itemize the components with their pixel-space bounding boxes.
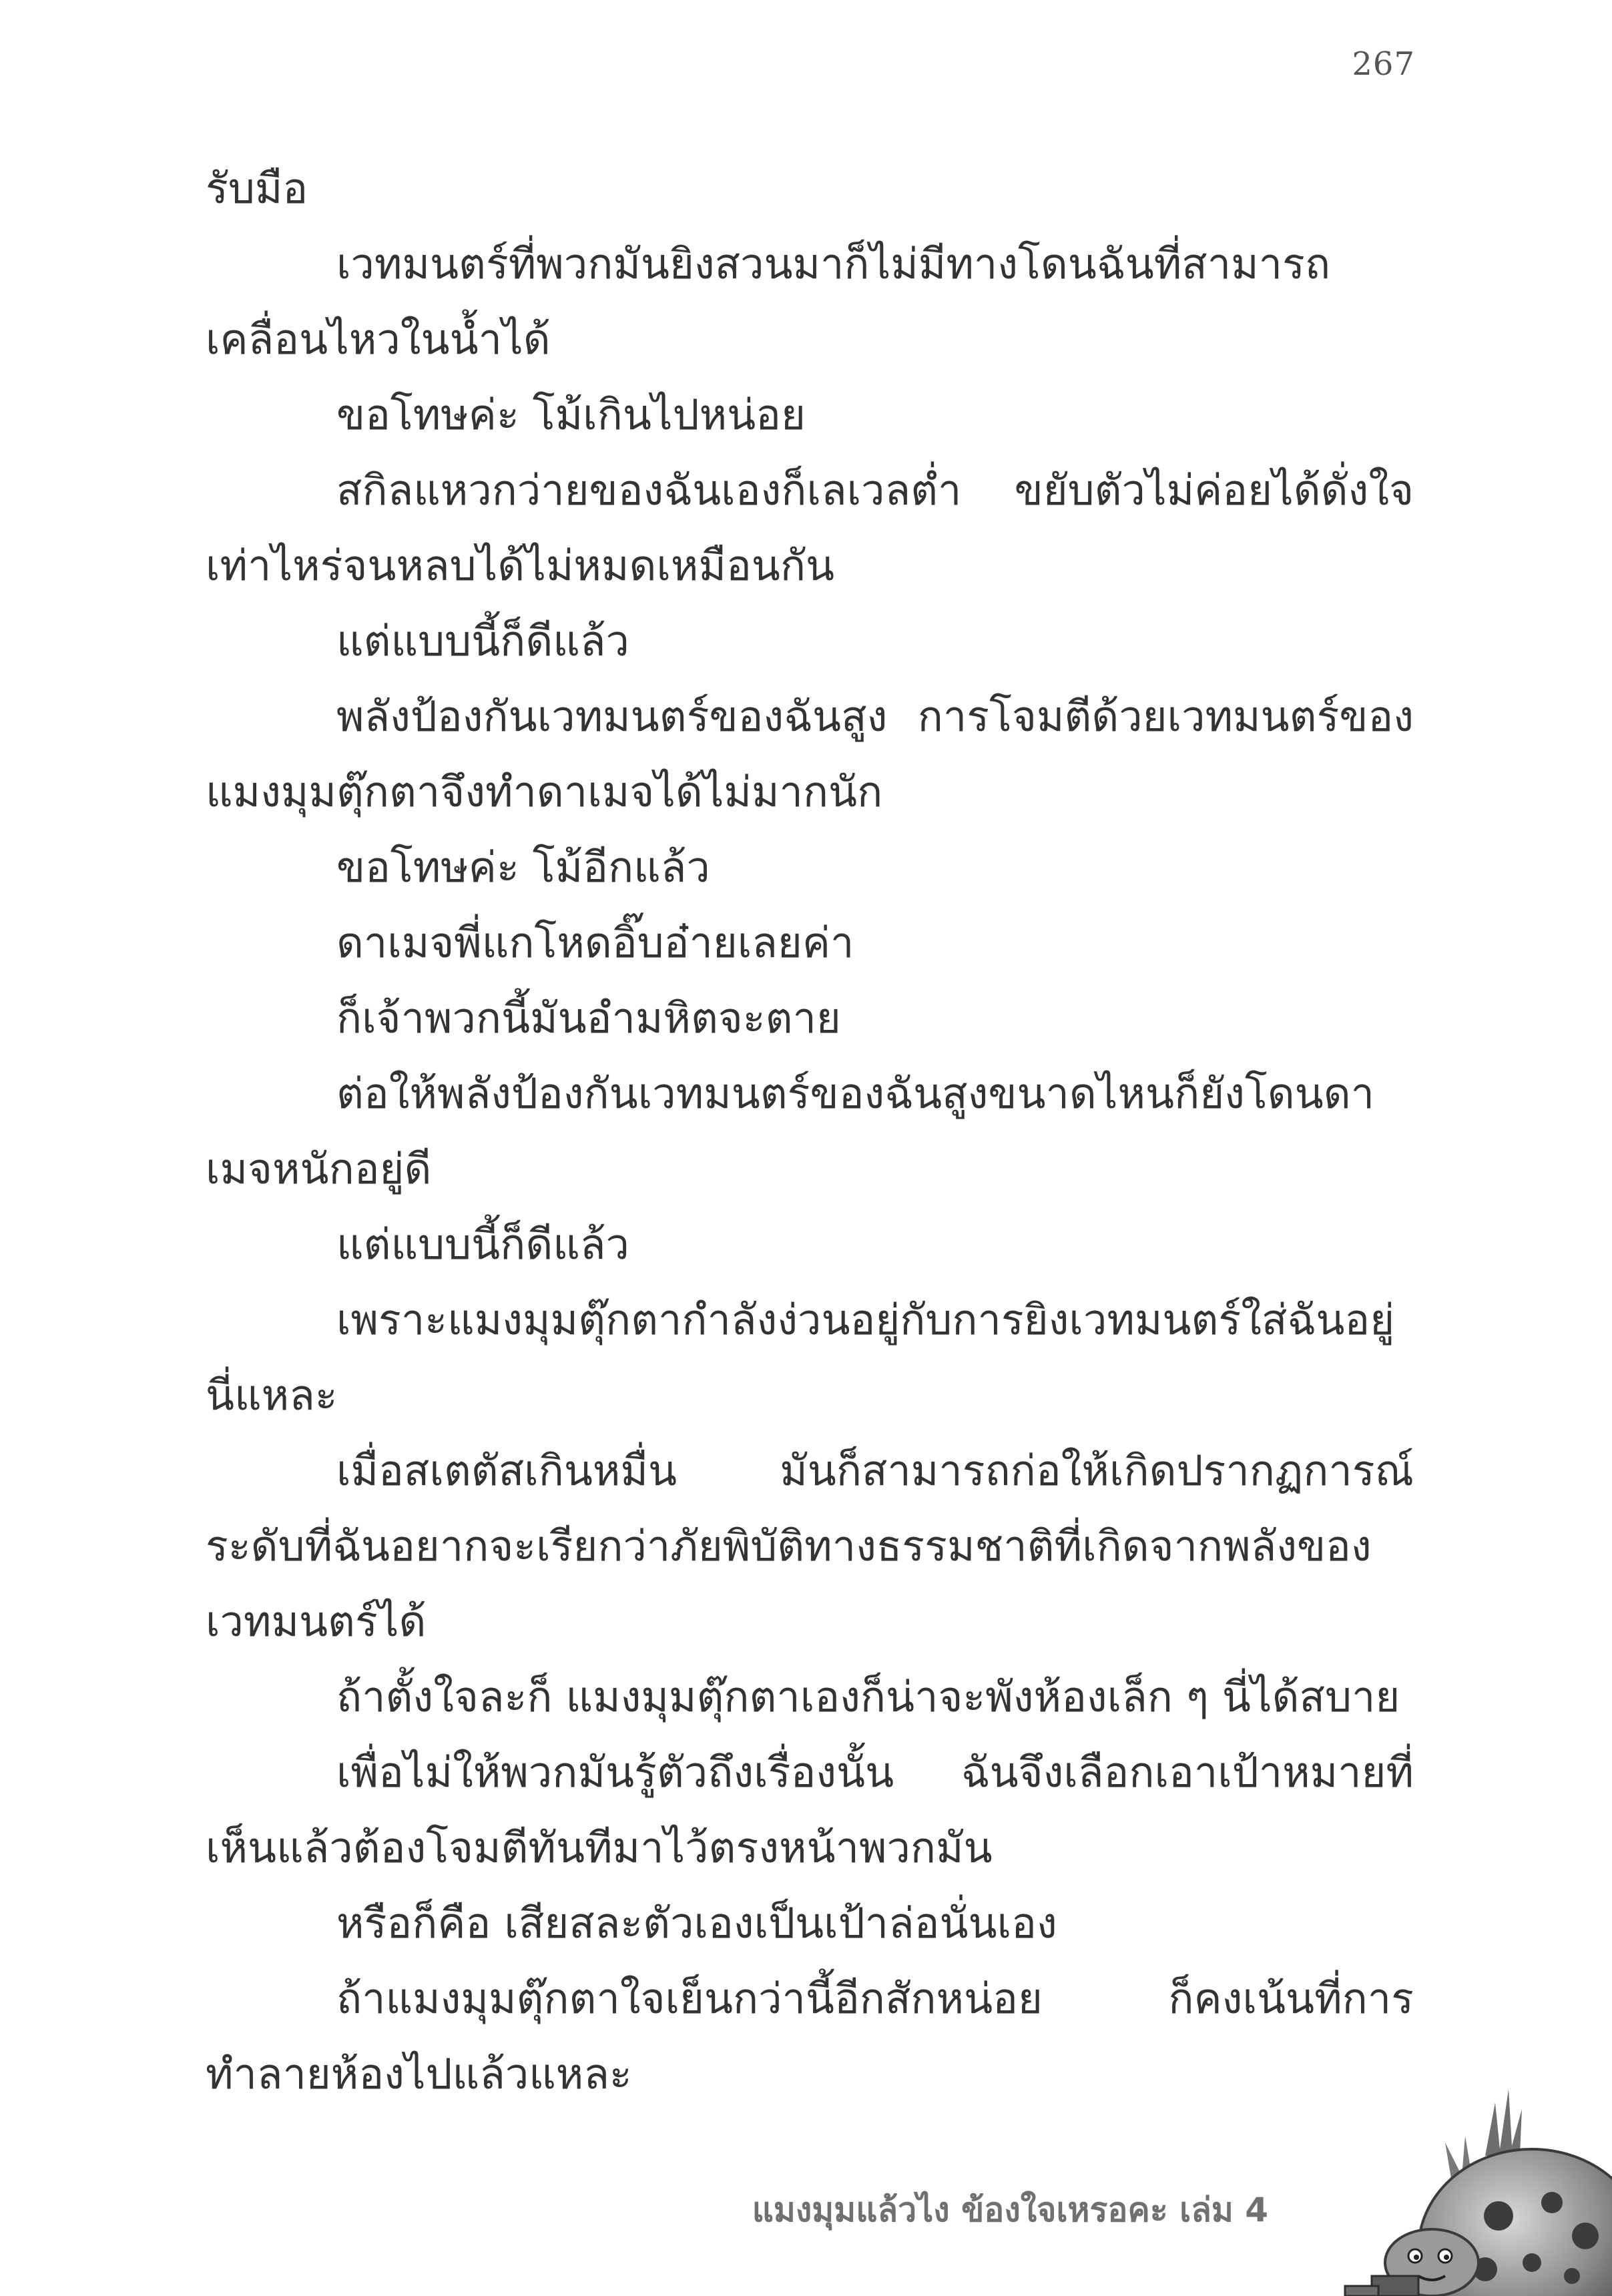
paragraph: เมื่อสเตตัสเกินหมื่น มันก็สามารถก่อให้เกิดปรากฏการณ์ระดับที่ฉันอยากจะเรียกว่าภัยพิบัติทางธรรมชาติที่เกิดจากพลังของเวทมนตร์ได้: [206, 1446, 1414, 1646]
footer-book-title: แมงมุมแล้วไง ข้องใจเหรอคะ เล่ม 4: [752, 2191, 1268, 2229]
paragraph: ขอโทษค่ะ โม้เกินไปหน่อย: [336, 390, 806, 439]
paragraph: เพราะแมงมุมตุ๊กตากำลังง่วนอยู่กับการยิงเวทมนตร์ใส่ฉันอยู่นี่แหละ: [206, 1296, 1395, 1420]
paragraph: เวทมนตร์ที่พวกมันยิงสวนมาก็ไม่มีทางโดนฉันที่สามารถเคลื่อนไหวในน้ำได้: [206, 240, 1331, 364]
paragraph: ต่อให้พลังป้องกันเวทมนตร์ของฉันสูงขนาดไหนก็ยังโดนดาเมจหนักอยู่ดี: [206, 1069, 1375, 1193]
paragraph: ดาเมจพี่แกโหดอิ๊บอ๋ายเลยค่า: [336, 918, 854, 967]
paragraph: รับมือ: [206, 164, 308, 213]
spider-egg-illustration: [1332, 2076, 1612, 2296]
paragraph: ก็เจ้าพวกนี้มันอำมหิตจะตาย: [336, 994, 841, 1043]
paragraph: หรือก็คือ เสียสละตัวเองเป็นเป้าล่อนั่นเอง: [336, 1899, 1057, 1948]
body-text: [206, 151, 1414, 2112]
paragraph: แต่แบบนี้ก็ดีแล้ว: [336, 617, 629, 665]
paragraph: ถ้าแมงมุมตุ๊กตาใจเย็นกว่านี้อีกสักหน่อย ก็คงเน้นที่การทำลายห้องไปแล้วแหละ: [206, 1974, 1414, 2098]
paragraph: ขอโทษค่ะ โม้อีกแล้ว: [336, 843, 710, 892]
paragraph: พลังป้องกันเวทมนตร์ของฉันสูง การโจมตีด้วยเวทมนตร์ของแมงมุมตุ๊กตาจึงทำดาเมจได้ไม่มากนัก: [206, 692, 1414, 816]
paragraph: ถ้าตั้งใจละก็ แมงมุมตุ๊กตาเองก็น่าจะพังห้องเล็ก ๆ นี่ได้สบาย: [336, 1673, 1400, 1721]
paragraph: แต่แบบนี้ก็ดีแล้ว: [336, 1220, 629, 1269]
paragraph: เพื่อไม่ให้พวกมันรู้ตัวถึงเรื่องนั้น ฉันจึงเลือกเอาเป้าหมายที่เห็นแล้วต้องโจมตีทันทีมาไว้ตรงหน้าพวกมัน: [206, 1748, 1414, 1872]
paragraph: สกิลแหวกว่ายของฉันเองก็เลเวลต่ำ ขยับตัวไม่ค่อยได้ดั่งใจเท่าไหร่จนหลบได้ไม่หมดเหมือนกัน: [206, 466, 1414, 590]
page-number: 267: [1352, 45, 1415, 83]
